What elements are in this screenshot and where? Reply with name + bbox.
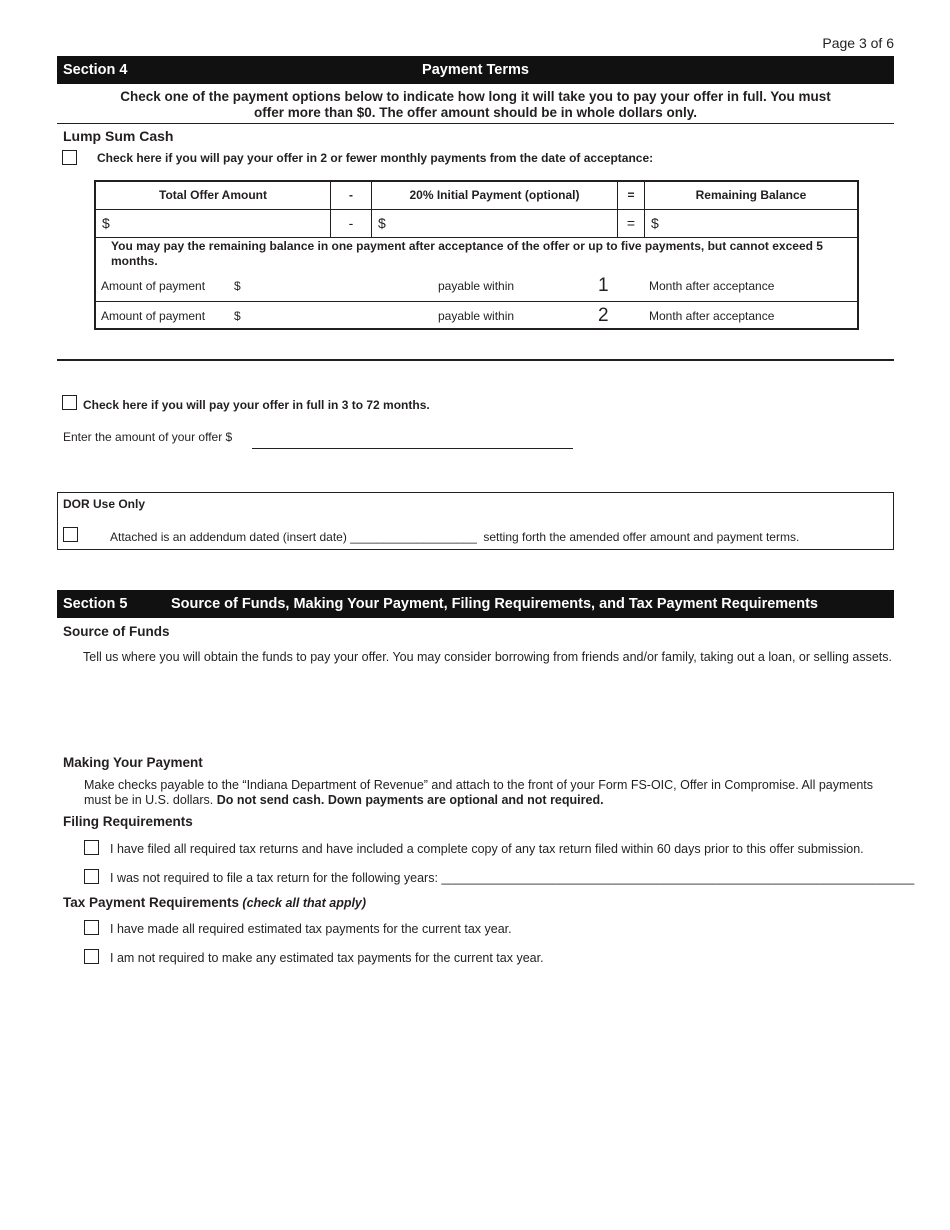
page-number: Page 3 of 6 bbox=[822, 35, 894, 51]
payment-calculation-table bbox=[94, 180, 859, 330]
offer-amount-input[interactable] bbox=[252, 432, 573, 449]
initial-payment-field[interactable]: $ bbox=[372, 209, 618, 237]
initial-payment-header: 20% Initial Payment (optional) bbox=[372, 181, 618, 209]
tax-item-2: I am not required to make any estimated tax payments for the current tax year. bbox=[110, 951, 544, 965]
section4-intro: Check one of the payment options below to indicate how long it will take you to pay your offer in full. You must offer more than $0. The offer amount should be in whole dollars only. bbox=[120, 89, 831, 120]
divider bbox=[57, 123, 894, 124]
filing-item-1: I have filed all required tax returns and have included a complete copy of any tax return filed within 60 days prior to this offer submission. bbox=[110, 842, 864, 856]
making-payment-heading: Making Your Payment bbox=[63, 755, 203, 770]
payment-1-amount[interactable]: $ bbox=[234, 279, 241, 293]
section4-header bbox=[57, 56, 894, 84]
remaining-balance-note: You may pay the remaining balance in one payment after acceptance of the offer or up to five payments, but cannot exceed 5 months. bbox=[95, 237, 858, 271]
addendum-checkbox[interactable] bbox=[63, 527, 78, 542]
filing-checkbox-2[interactable] bbox=[84, 869, 99, 884]
filing-item-2: I was not required to file a tax return for the following years: ____________________________________________________________________ bbox=[110, 871, 915, 885]
total-offer-field[interactable]: $ bbox=[95, 209, 331, 237]
addendum-text: Attached is an addendum dated (insert date) ___________________ setting forth the amended offer amount and payment terms. bbox=[110, 530, 800, 544]
payment-row-2: Amount of payment $ payable within 2 Month after acceptance bbox=[95, 301, 858, 329]
making-payment-text: Make checks payable to the “Indiana Department of Revenue” and attach to the front of your Form FS-OIC, Offer in Compromise. All payments must be in U.S. dollars. Do not send cash. Down payments are optional and not required. bbox=[84, 778, 874, 807]
remaining-balance-header: Remaining Balance bbox=[645, 181, 859, 209]
source-of-funds-answer[interactable] bbox=[83, 670, 888, 748]
lump-sum-checkbox[interactable] bbox=[62, 150, 77, 165]
equals-sign: = bbox=[618, 209, 645, 237]
divider bbox=[57, 359, 894, 361]
tax-checkbox-1[interactable] bbox=[84, 920, 99, 935]
lump-sum-check-label: Check here if you will pay your offer in 2 or fewer monthly payments from the date of acceptance: bbox=[97, 151, 654, 165]
addendum-date-field[interactable]: ___________________ bbox=[350, 530, 477, 544]
source-of-funds-text: Tell us where you will obtain the funds to pay your offer. You may consider borrowing from friends and/or family, taking out a loan, or selling assets. bbox=[83, 650, 892, 664]
offer-amount-label: Enter the amount of your offer $ bbox=[63, 430, 233, 444]
equals-header: = bbox=[618, 181, 645, 209]
section5-label: Section 5 bbox=[63, 596, 128, 612]
total-offer-header: Total Offer Amount bbox=[95, 181, 331, 209]
tax-checkbox-2[interactable] bbox=[84, 949, 99, 964]
section5-header bbox=[57, 590, 894, 618]
installment-checkbox[interactable] bbox=[62, 395, 77, 410]
installment-check-label: Check here if you will pay your offer in full in 3 to 72 months. bbox=[83, 398, 430, 412]
filing-checkbox-1[interactable] bbox=[84, 840, 99, 855]
payment-2-amount[interactable]: $ bbox=[234, 308, 241, 323]
filing-requirements-heading: Filing Requirements bbox=[63, 814, 193, 829]
filing-years-field[interactable]: ____________________________________________________________________ bbox=[441, 871, 915, 885]
dor-title: DOR Use Only bbox=[63, 497, 146, 511]
minus-sign: - bbox=[331, 209, 372, 237]
source-of-funds-heading: Source of Funds bbox=[63, 624, 170, 639]
tax-item-1: I have made all required estimated tax payments for the current tax year. bbox=[110, 922, 512, 936]
payment-row-1: Amount of payment $ payable within 1 Month after acceptance bbox=[95, 271, 858, 301]
dor-use-only-box bbox=[57, 492, 894, 550]
section4-label: Section 4 bbox=[63, 62, 128, 78]
section5-title: Source of Funds, Making Your Payment, Filing Requirements, and Tax Payment Requirements bbox=[171, 596, 818, 612]
lump-sum-heading: Lump Sum Cash bbox=[63, 128, 174, 144]
minus-header: - bbox=[331, 181, 372, 209]
remaining-balance-field[interactable]: $ bbox=[645, 209, 859, 237]
section4-title: Payment Terms bbox=[422, 62, 529, 78]
tax-payment-heading: Tax Payment Requirements (check all that apply) bbox=[63, 895, 367, 910]
